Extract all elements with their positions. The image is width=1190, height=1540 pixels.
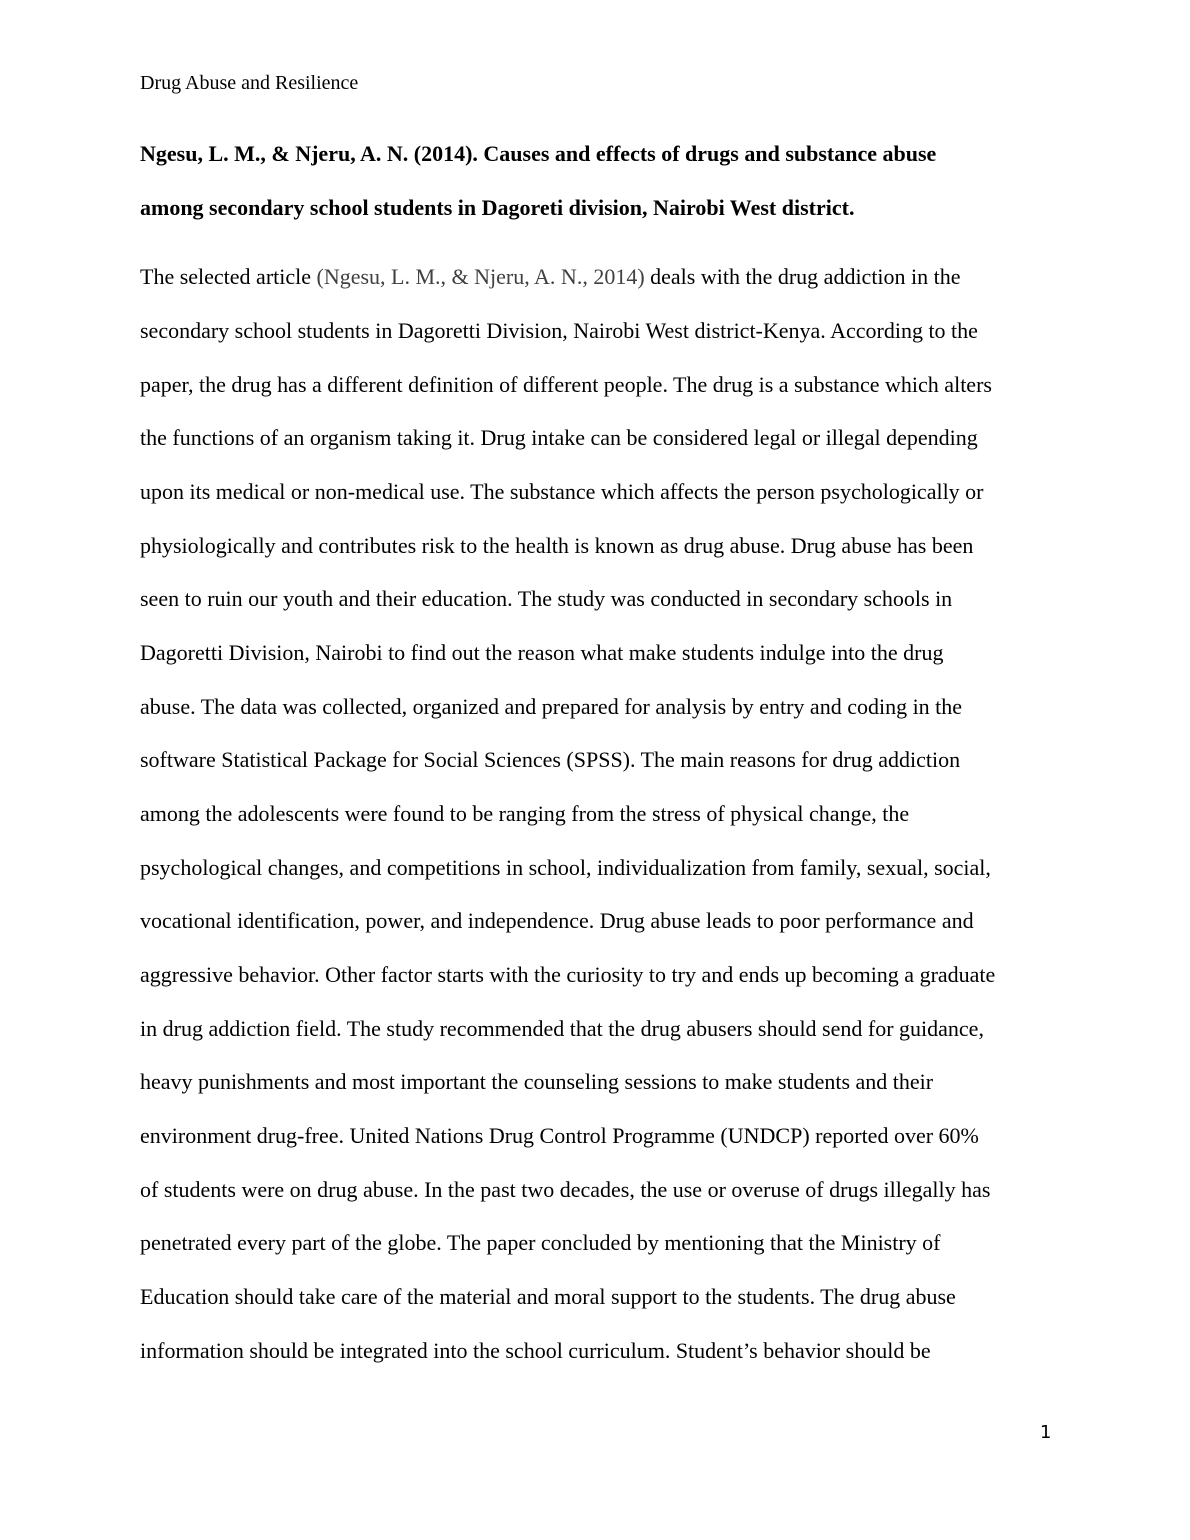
body-text: deals with the drug addiction in the	[644, 264, 961, 289]
body-line: secondary school students in Dagoretti Division, Nairobi West district-Kenya. According to the	[140, 318, 978, 343]
body-line: among the adolescents were found to be ranging from the stress of physical change, the	[140, 801, 910, 826]
body-line: environment drug-free. United Nations Drug Control Programme (UNDCP) reported over 60%	[140, 1123, 979, 1148]
heading-line: Ngesu, L. M., & Njeru, A. N. (2014). Causes and effects of drugs and substance abuse	[140, 141, 937, 166]
body-line: vocational identification, power, and independence. Drug abuse leads to poor performance and	[140, 908, 974, 933]
body-line: penetrated every part of the globe. The paper concluded by mentioning that the Ministry of	[140, 1230, 941, 1255]
in-text-citation: (Ngesu, L. M., & Njeru, A. N., 2014)	[316, 264, 645, 289]
body-line: Education should take care of the material and moral support to the students. The drug abuse	[140, 1284, 956, 1309]
body-line: in drug addiction field. The study recommended that the drug abusers should send for guidance,	[140, 1016, 984, 1041]
body-line: paper, the drug has a different definition of different people. The drug is a substance which alters	[140, 372, 992, 397]
body-line: upon its medical or non-medical use. The substance which affects the person psychologically or	[140, 479, 984, 504]
heading-line: among secondary school students in Dagoreti division, Nairobi West district.	[140, 195, 855, 220]
body-line: aggressive behavior. Other factor starts with the curiosity to try and ends up becoming a graduate	[140, 962, 996, 987]
body-line: information should be integrated into the school curriculum. Student’s behavior should be	[140, 1338, 931, 1363]
running-head: Drug Abuse and Resilience	[140, 72, 359, 94]
body-line: software Statistical Package for Social Sciences (SPSS). The main reasons for drug addiction	[140, 747, 961, 772]
body-line: physiologically and contributes risk to the health is known as drug abuse. Drug abuse has been	[140, 533, 974, 558]
body-line: seen to ruin our youth and their education. The study was conducted in secondary schools in	[140, 586, 953, 611]
page-number: 1	[1040, 1422, 1052, 1443]
body-line: psychological changes, and competitions in school, individualization from family, sexual, social,	[140, 855, 991, 880]
body-line: the functions of an organism taking it. Drug intake can be considered legal or illegal depending	[140, 425, 978, 450]
body-text: The selected article	[140, 264, 317, 289]
body-line: heavy punishments and most important the counseling sessions to make students and their	[140, 1069, 934, 1094]
body-line	[140, 264, 961, 290]
body-line: abuse. The data was collected, organized and prepared for analysis by entry and coding in the	[140, 694, 963, 719]
body-line: of students were on drug abuse. In the past two decades, the use or overuse of drugs illegally has	[140, 1177, 991, 1202]
body-line: Dagoretti Division, Nairobi to find out the reason what make students indulge into the drug	[140, 640, 944, 665]
